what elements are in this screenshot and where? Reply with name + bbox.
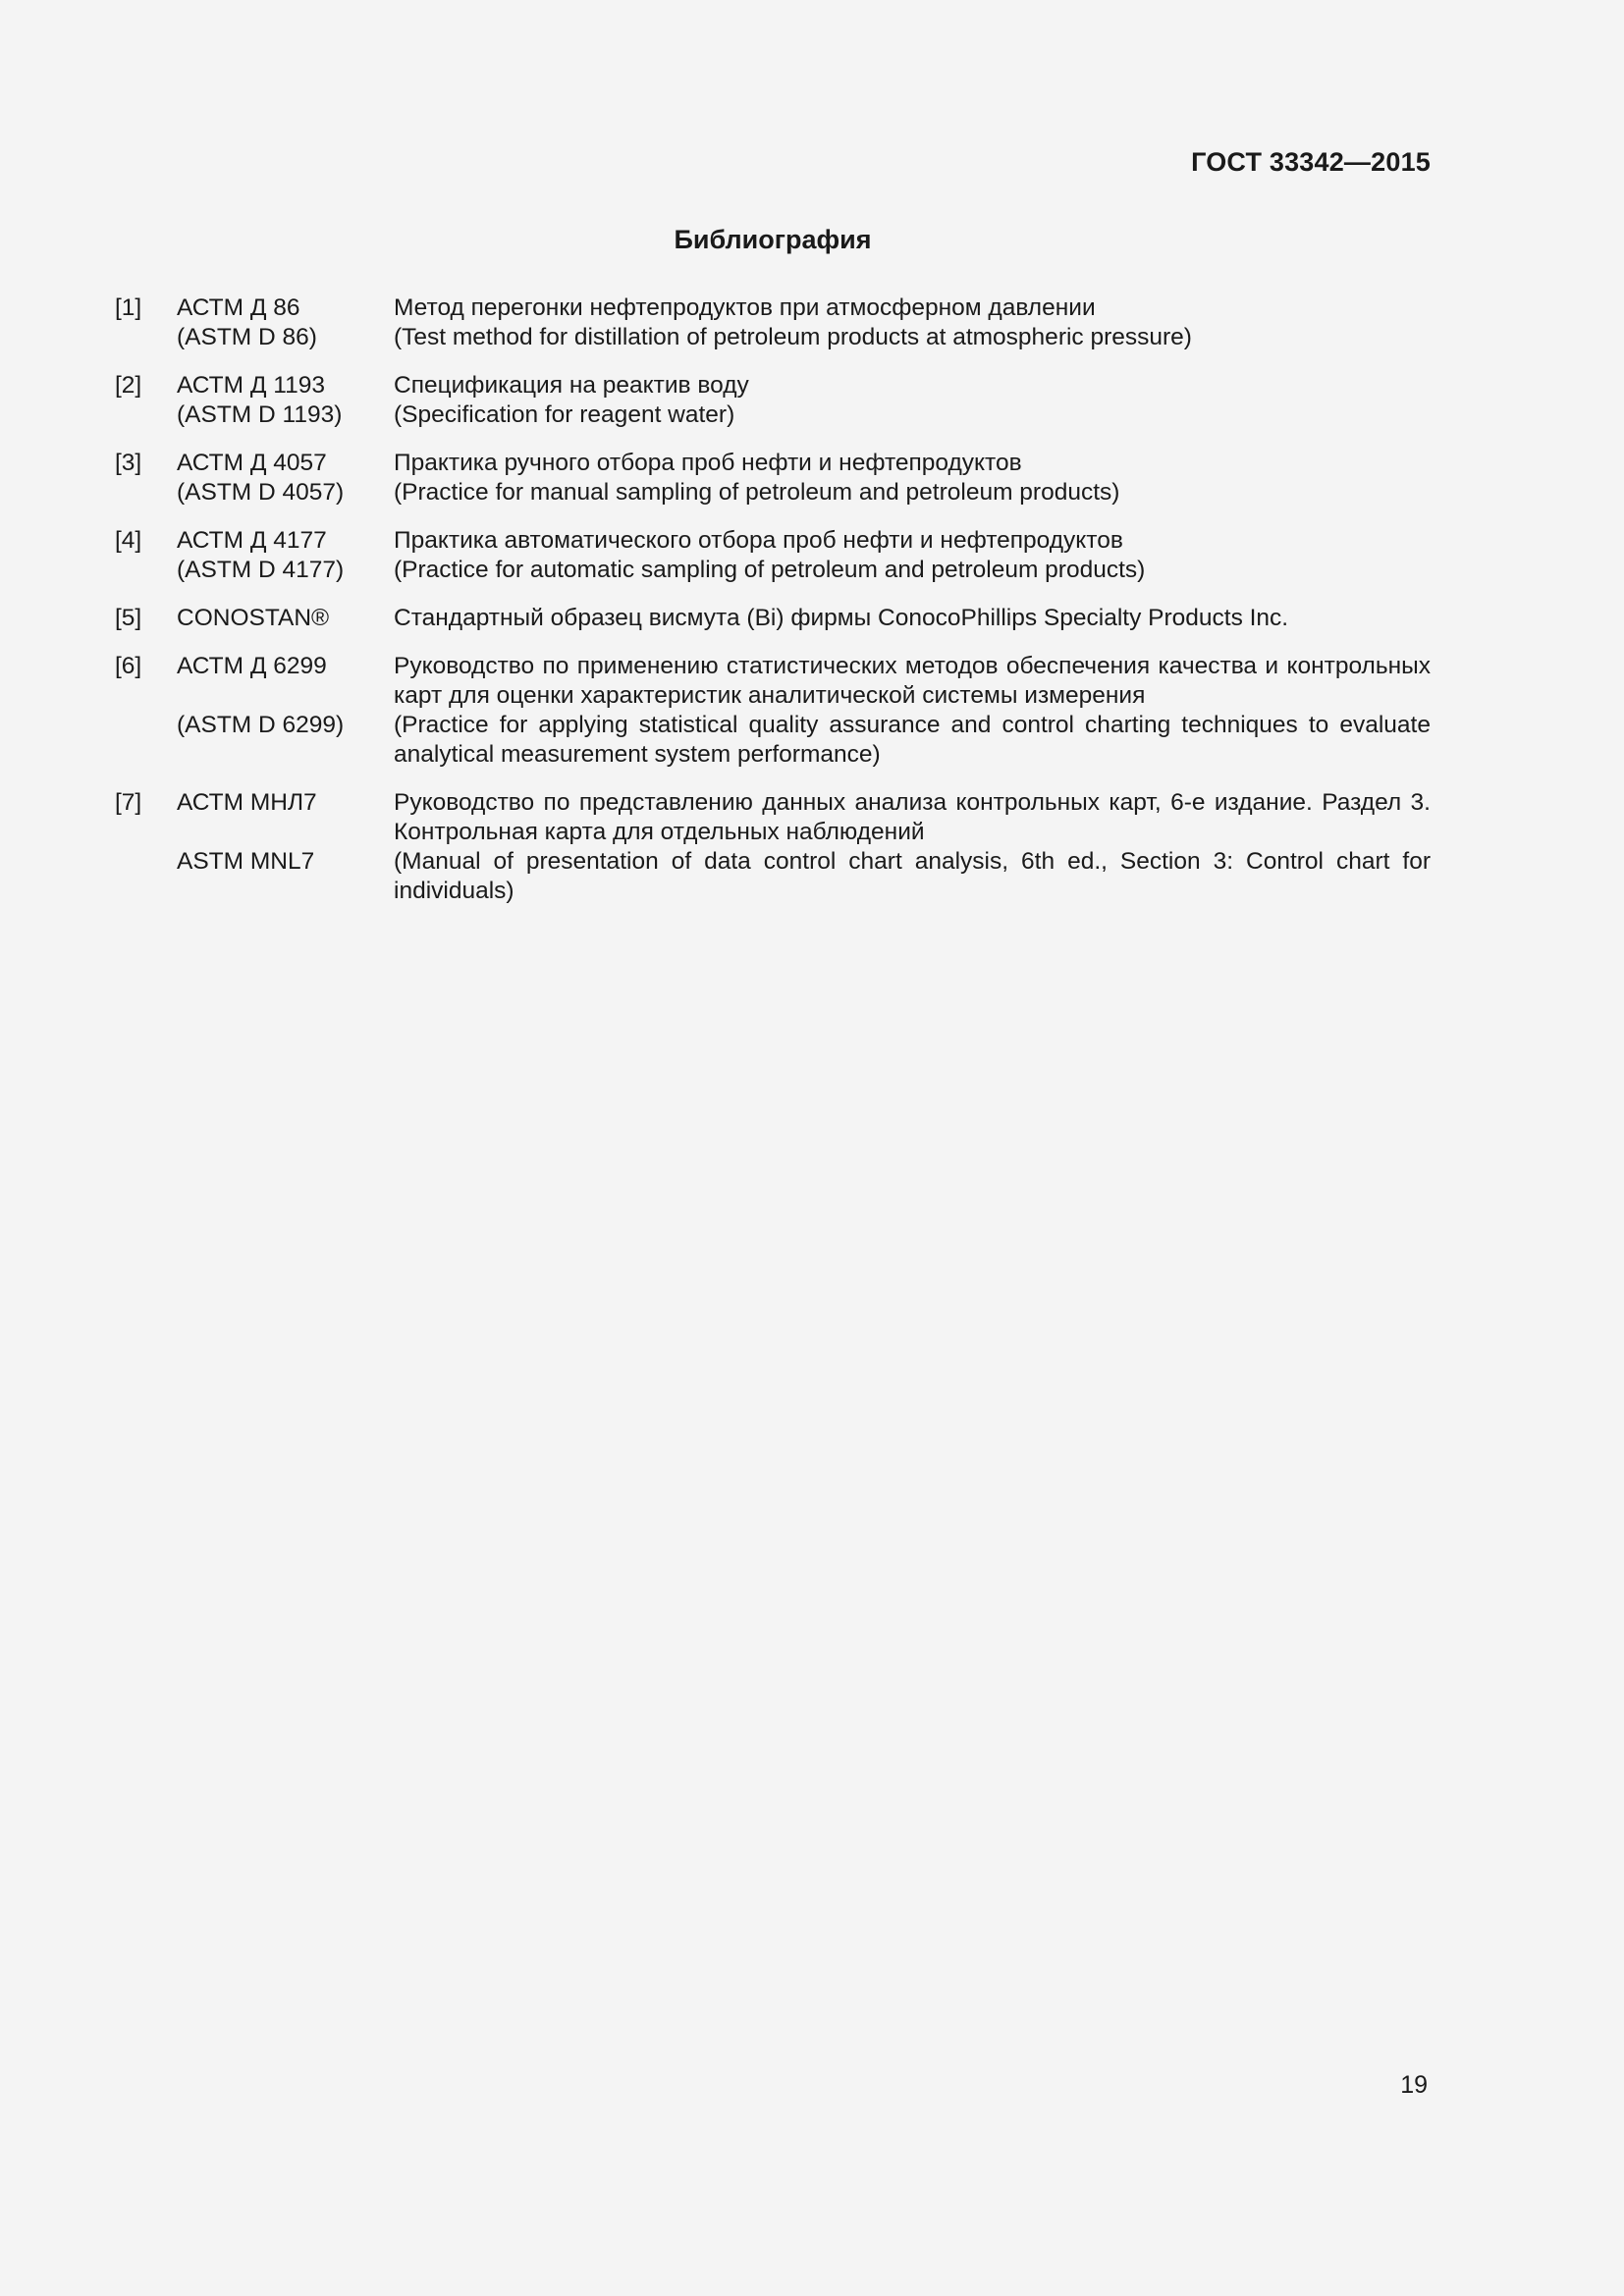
section-title: Библиография	[674, 225, 872, 254]
bibliography-entry-line	[115, 788, 1431, 847]
entry-number: [5]	[115, 605, 142, 631]
entry-standard-code: АСТМ Д 86	[177, 294, 300, 321]
entry-description: Стандартный образец висмута (Bi) фирмы ConocoPhillips Specialty Products Inc.	[394, 605, 1289, 631]
entry-description: (Practice for manual sampling of petroleum and petroleum products)	[394, 479, 1120, 506]
entry-description: Метод перегонки нефтепродуктов при атмосферном давлении	[394, 294, 1096, 321]
bibliography-entry-line	[115, 400, 1431, 430]
entry-number: [7]	[115, 789, 142, 816]
bibliography-entry	[115, 604, 1431, 633]
entry-number: [6]	[115, 653, 142, 679]
entry-description: Практика автоматического отбора проб нефти и нефтепродуктов	[394, 527, 1123, 554]
entry-description: (Practice for applying statistical quality assurance and control charting techniques to evaluate analytical measurement system performance)	[394, 712, 1431, 768]
entry-standard-code: ASTM MNL7	[177, 848, 315, 875]
bibliography-entry-line	[115, 478, 1431, 507]
entry-standard-code: (ASTM D 4177)	[177, 557, 345, 583]
bibliography-entry	[115, 526, 1431, 585]
bibliography-entry-line	[115, 526, 1431, 556]
entry-standard-code: АСТМ Д 4177	[177, 527, 327, 554]
entry-description: (Manual of presentation of data control chart analysis, 6th ed., Section 3: Control chart for individuals)	[394, 848, 1431, 904]
bibliography-entry-line	[115, 323, 1431, 352]
bibliography-entry	[115, 449, 1431, 507]
entry-number: [2]	[115, 372, 142, 399]
bibliography-entry	[115, 294, 1431, 352]
bibliography-entry-line	[115, 604, 1431, 633]
entry-standard-code: АСТМ Д 6299	[177, 653, 327, 679]
entry-standard-code: CONOSTAN®	[177, 605, 330, 631]
bibliography-entry-line	[115, 449, 1431, 478]
entry-standard-code: АСТМ МНЛ7	[177, 789, 317, 816]
entry-description: (Specification for reagent water)	[394, 401, 735, 428]
bibliography-list	[115, 294, 1431, 925]
entry-description: (Practice for automatic sampling of petroleum and petroleum products)	[394, 557, 1146, 583]
document-header: ГОСТ 33342—2015	[1191, 147, 1431, 177]
bibliography-entry-line	[115, 556, 1431, 585]
entry-standard-code: (ASTM D 1193)	[177, 401, 343, 428]
entry-standard-code: (ASTM D 6299)	[177, 712, 345, 738]
page-number: 19	[1400, 2071, 1428, 2099]
bibliography-entry-line	[115, 711, 1431, 770]
entry-description: (Test method for distillation of petroleum products at atmospheric pressure)	[394, 324, 1192, 350]
bibliography-entry	[115, 652, 1431, 770]
entry-description: Руководство по представлению данных анализа контрольных карт, 6-е издание. Раздел 3. Контрольная карта для отдельных наблюдений	[394, 789, 1431, 845]
entry-description: Спецификация на реактив воду	[394, 372, 749, 399]
bibliography-entry-line	[115, 652, 1431, 711]
entry-standard-code: (ASTM D 86)	[177, 324, 317, 350]
bibliography-entry	[115, 371, 1431, 430]
bibliography-entry-line	[115, 371, 1431, 400]
bibliography-entry-line	[115, 847, 1431, 906]
entry-standard-code: АСТМ Д 4057	[177, 450, 327, 476]
entry-number: [4]	[115, 527, 142, 554]
entry-description: Руководство по применению статистических методов обеспечения качества и контрольных карт для оценки характеристик аналитической системы измерения	[394, 653, 1431, 709]
bibliography-entry	[115, 788, 1431, 906]
bibliography-entry-line	[115, 294, 1431, 323]
entry-standard-code: АСТМ Д 1193	[177, 372, 325, 399]
entry-description: Практика ручного отбора проб нефти и нефтепродуктов	[394, 450, 1022, 476]
entry-standard-code: (ASTM D 4057)	[177, 479, 345, 506]
entry-number: [3]	[115, 450, 142, 476]
entry-number: [1]	[115, 294, 142, 321]
